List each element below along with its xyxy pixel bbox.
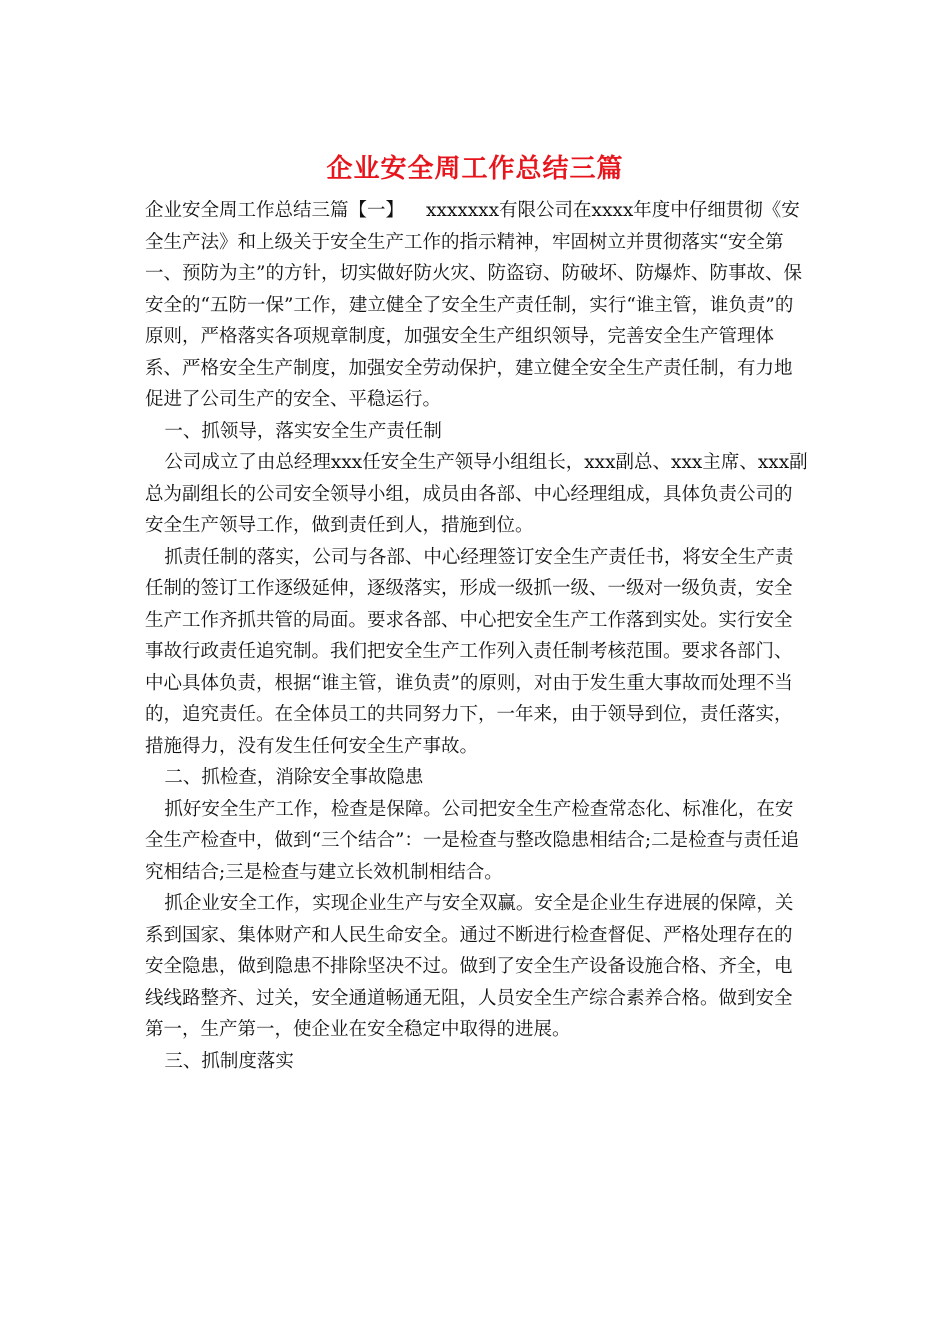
intro-paragraph bbox=[145, 195, 810, 416]
document-title: 企业安全周工作总结三篇 bbox=[326, 154, 624, 184]
document-body bbox=[145, 195, 810, 1077]
section-heading-2: 二、抓检查，消除安全事故隐患 bbox=[164, 767, 424, 788]
intro-label: 企业安全周工作总结三篇【一】 bbox=[145, 200, 405, 221]
section1-paragraph-2: 抓责任制的落实，公司与各部、中心经理签订安全生产责任书，将安全生产责任制的签订工作逐级延伸，逐级落实，形成一级抓一级、一级对一级负责，安全生产工作齐抓共管的局面。要求各部、中心把安全生产工作落到实处。实行安全事故行政责任追究制。我们把安全生产工作列入责任制考核范围。要求各部门、中心具体负责，根据“谁主管，谁负责”的原则，对由于发生重大事故而处理不当的，追究责任。在全体员工的共同努力下，一年来，由于领导到位，责任落实，措施得力，没有发生任何安全生产事故。 bbox=[145, 546, 794, 757]
intro-text: xxxxxxx有限公司在xxxx年度中仔细贯彻《安全生产法》和上级关于安全生产工作的指示精神，牢固树立并贯彻落实“安全第一、预防为主”的方针，切实做好防火灾、防盗窃、防破坏、防爆炸、防事故、保安全的“五防一保”工作，建立健全了安全生产责任制，实行“谁主管，谁负责”的原则，严格落实各项规章制度，加强安全生产组织领导，完善安全生产管理体系、严格安全生产制度，加强安全劳动保护，建立健全安全生产责任制，有力地促进了公司生产的安全、平稳运行。 bbox=[145, 200, 802, 410]
section-heading-3: 三、抓制度落实 bbox=[164, 1050, 294, 1072]
section1-paragraph-1: 公司成立了由总经理xxx任安全生产领导小组组长，xxx副总、xxx主席、xxx副总为副组长的公司安全领导小组，成员由各部、中心经理组成，具体负责公司的安全生产领导工作，做到责任到人，措施到位。 bbox=[145, 452, 808, 536]
section-heading-1: 一、抓领导，落实安全生产责任制 bbox=[164, 420, 442, 442]
section2-paragraph-1: 抓好安全生产工作，检查是保障。公司把安全生产检查常态化、标准化，在安全生产检查中，做到“三个结合”：一是检查与整改隐患相结合;二是检查与责任追究相结合;三是检查与建立长效机制相结合。 bbox=[145, 798, 800, 883]
section2-paragraph-2: 抓企业安全工作，实现企业生产与安全双赢。安全是企业生存进展的保障，关系到国家、集体财产和人民生命安全。通过不断进行检查督促、严格处理存在的安全隐患，做到隐患不排除坚决不过。做到了安全生产设备设施合格、齐全，电线线路整齐、过关，安全通道畅通无阻，人员安全生产综合素养合格。做到安全第一，生产第一，使企业在安全稳定中取得的进展。 bbox=[145, 893, 794, 1040]
